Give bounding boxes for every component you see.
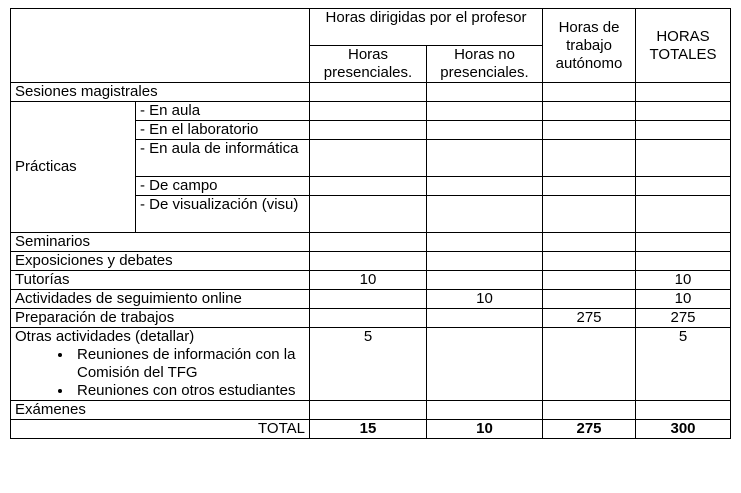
cell: [636, 83, 731, 102]
cell: [427, 121, 543, 140]
cell: [427, 271, 543, 290]
row-label-seminarios: Seminarios: [11, 233, 310, 252]
otras-total: 5: [636, 328, 731, 401]
cell: [310, 233, 427, 252]
table-row: [11, 83, 731, 102]
table-row: [11, 233, 731, 252]
cell: [427, 102, 543, 121]
practicas-sub-informatica: - En aula de informática: [136, 140, 310, 177]
cell: [427, 401, 543, 420]
cell: [310, 121, 427, 140]
online-non-presential: 10: [427, 290, 543, 309]
row-label-tutorias: Tutorías: [11, 271, 310, 290]
cell: [543, 401, 636, 420]
cell: [636, 177, 731, 196]
row-label-sesiones: Sesiones magistrales: [11, 83, 310, 102]
table-row: [11, 252, 731, 271]
row-cell-otras: [11, 328, 310, 401]
row-label-examenes: Exámenes: [11, 401, 310, 420]
total-presential: 15: [310, 420, 427, 439]
header-presential-hours: Horas presenciales.: [310, 46, 427, 83]
tutorias-presential: 10: [310, 271, 427, 290]
tutorias-total: 10: [636, 271, 731, 290]
cell: [310, 102, 427, 121]
cell: [543, 177, 636, 196]
total-total: 300: [636, 420, 731, 439]
header-autonomous-hours: Horas de trabajo autónomo: [543, 9, 636, 83]
cell: [310, 290, 427, 309]
cell: [427, 328, 543, 401]
cell: [543, 102, 636, 121]
header-total-hours: HORAS TOTALES: [636, 9, 731, 83]
cell: [427, 83, 543, 102]
cell: [427, 177, 543, 196]
row-label-exposiciones: Exposiciones y debates: [11, 252, 310, 271]
cell: [310, 196, 427, 233]
cell: [543, 233, 636, 252]
cell: [543, 290, 636, 309]
cell: [543, 83, 636, 102]
cell: [310, 309, 427, 328]
table-row: [11, 102, 731, 121]
cell: [543, 196, 636, 233]
practicas-sub-campo: - De campo: [136, 177, 310, 196]
table-row: [11, 309, 731, 328]
cell: [543, 328, 636, 401]
header-non-presential-hours: Horas no presenciales.: [427, 46, 543, 83]
cell: [543, 271, 636, 290]
table-row: [11, 328, 731, 401]
practicas-sub-visualizacion: - De visualización (visu): [136, 196, 310, 233]
cell: [636, 233, 731, 252]
cell: [427, 140, 543, 177]
list-item: • Reuniones de información con la Comisión del TFG: [73, 346, 305, 382]
practicas-sub-aula: - En aula: [136, 102, 310, 121]
cell: [636, 196, 731, 233]
cell: [543, 140, 636, 177]
header-directed-hours: Horas dirigidas por el profesor: [310, 9, 543, 46]
total-label: TOTAL: [11, 420, 310, 439]
practicas-sub-laboratorio: - En el laboratorio: [136, 121, 310, 140]
cell: [427, 196, 543, 233]
row-label-trabajos: Preparación de trabajos: [11, 309, 310, 328]
row-label-practicas: Prácticas: [11, 102, 136, 233]
cell: [636, 121, 731, 140]
cell: [543, 121, 636, 140]
cell: [636, 401, 731, 420]
table-row: [11, 271, 731, 290]
header-empty-cell: [11, 9, 310, 83]
cell: [310, 401, 427, 420]
cell: [310, 140, 427, 177]
total-autonomous: 275: [543, 420, 636, 439]
cell: [427, 252, 543, 271]
cell: [636, 140, 731, 177]
row-label-online: Actividades de seguimiento online: [11, 290, 310, 309]
hours-table: [10, 8, 731, 439]
trabajos-autonomous: 275: [543, 309, 636, 328]
table-row: [11, 401, 731, 420]
online-total: 10: [636, 290, 731, 309]
total-non-presential: 10: [427, 420, 543, 439]
cell: [310, 83, 427, 102]
list-item: • Reuniones con otros estudiantes: [73, 382, 305, 400]
row-label-otras: Otras actividades (detallar): [15, 328, 195, 345]
cell: [636, 252, 731, 271]
cell: [310, 177, 427, 196]
trabajos-total: 275: [636, 309, 731, 328]
table-row: [11, 290, 731, 309]
cell: [427, 309, 543, 328]
cell: [543, 252, 636, 271]
table-row-total: [11, 420, 731, 439]
cell: [636, 102, 731, 121]
cell: [427, 233, 543, 252]
otras-bullet-list: [15, 346, 305, 400]
otras-presential: 5: [310, 328, 427, 401]
cell: [310, 252, 427, 271]
